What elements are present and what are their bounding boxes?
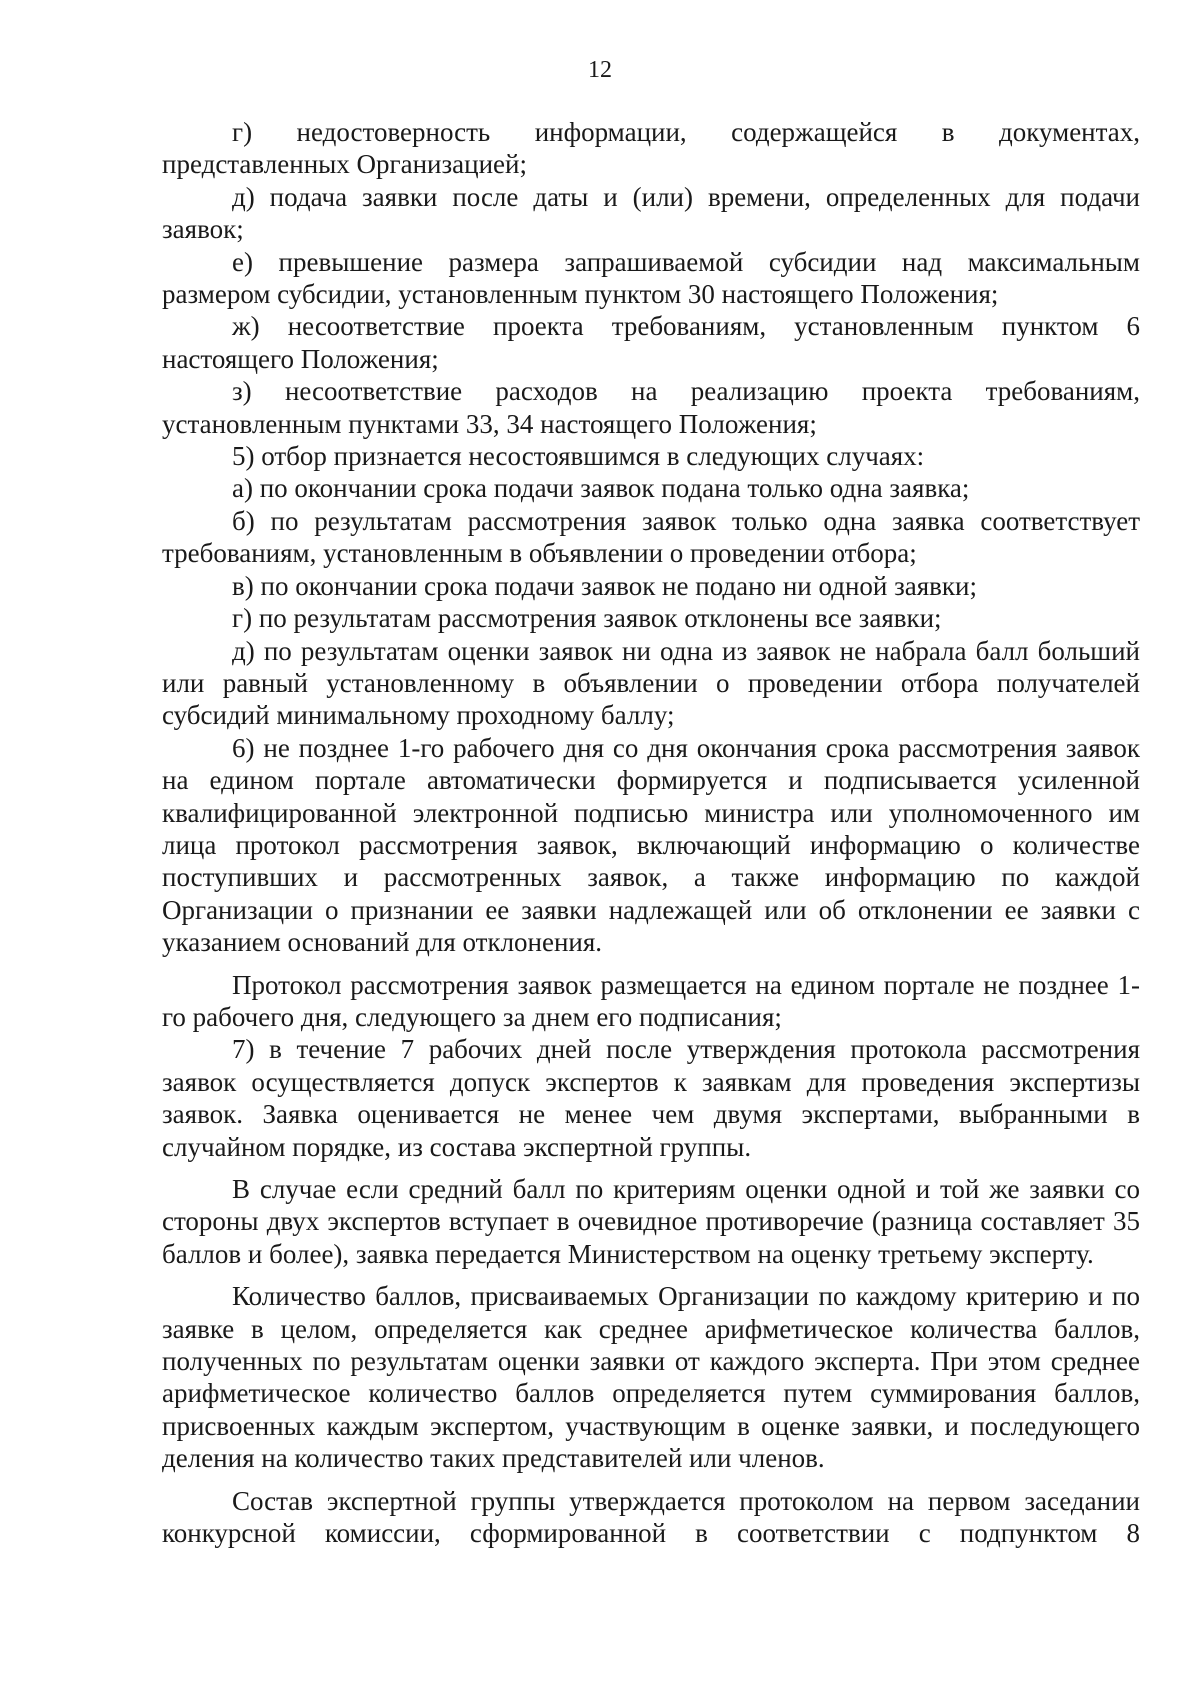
page-number: 12 [588,57,612,83]
paragraph-d-min-score: д) по результатам оценки заявок ни одна из заявок не набрала балл больший или равный установленному в объявлении о проведении отбора получателей субсидий минимальному проходному баллу; [162,635,1140,731]
paragraph-d-late-submission: д) подача заявки после даты и (или) времени, определенных для подачи заявок; [162,181,1140,245]
paragraph-g-all-rejected: г) по результатам рассмотрения заявок отклонены все заявки; [232,603,942,634]
document-body [162,116,1140,1549]
paragraph-e-subsidy-excess: е) превышение размера запрашиваемой субсидии над максимальным размером субсидии, установленным пунктом 30 настоящего Положения; [162,246,1140,310]
paragraph-7-expert-admission: 7) в течение 7 рабочих дней после утверждения протокола рассмотрения заявок осуществляется допуск экспертов к заявкам для проведения экспертизы заявок. Заявка оценивается не менее чем двумя экспертами, выбранными в случайном порядке, из состава экспертной группы. [162,1034,1140,1162]
paragraph-b-single-compliant: б) по результатам рассмотрения заявок только одна заявка соответствует требованиям, установленным в объявлении о проведении отбора; [162,505,1140,569]
paragraph-protocol-publication: Протокол рассмотрения заявок размещается на едином портале не позднее 1-го рабочего дня, следующего за днем его подписания; [162,969,1140,1032]
paragraph-5-selection-failed: 5) отбор признается несостоявшимся в следующих случаях: [232,441,925,472]
paragraph-score-calculation: Количество баллов, присваиваемых Организации по каждому критерию и по заявке в целом, определяется как среднее арифметическое количества баллов, полученных по результатам оценки заявки от каждого эксперта. При этом среднее арифметическое количество баллов определяется путем суммирования баллов, присвоенных каждым экспертом, участвующим в оценке заявки, и последующего деления на количество таких представителей или членов. [162,1281,1140,1474]
paragraph-expert-group-composition: Состав экспертной группы утверждается протоколом на первом заседании конкурсной комиссии, сформированной в соответствии с подпунктом 8 [162,1485,1140,1549]
paragraph-zh-project-mismatch: ж) несоответствие проекта требованиям, установленным пунктом 6 настоящего Положения; [162,311,1140,374]
paragraph-z-expenses-mismatch: з) несоответствие расходов на реализацию проекта требованиям, установленным пунктами 33, 34 настоящего Положения; [162,376,1140,439]
paragraph-third-expert: В случае если средний балл по критериям оценки одной и той же заявки со стороны двух экспертов вступает в очевидное противоречие (разница составляет 35 баллов и более), заявка передается Министерством на оценку третьему эксперту. [162,1174,1140,1269]
paragraph-a-single-application: а) по окончании срока подачи заявок подана только одна заявка; [232,473,970,504]
paragraph-6-review-protocol: 6) не позднее 1-го рабочего дня со дня окончания срока рассмотрения заявок на едином портале автоматически формируется и подписывается усиленной квалифицированной электронной подписью министра или уполномоченного им лица протокол рассмотрения заявок, включающий информацию о количестве поступивших и рассмотренных заявок, а также информацию по каждой Организации о признании ее заявки надлежащей или об отклонении ее заявки с указанием оснований для отклонения. [162,732,1140,958]
paragraph-v-no-applications: в) по окончании срока подачи заявок не подано ни одной заявки; [232,570,977,601]
paragraph-g-unreliable-info: г) недостоверность информации, содержащейся в документах, представленных Организацией; [162,117,1140,180]
